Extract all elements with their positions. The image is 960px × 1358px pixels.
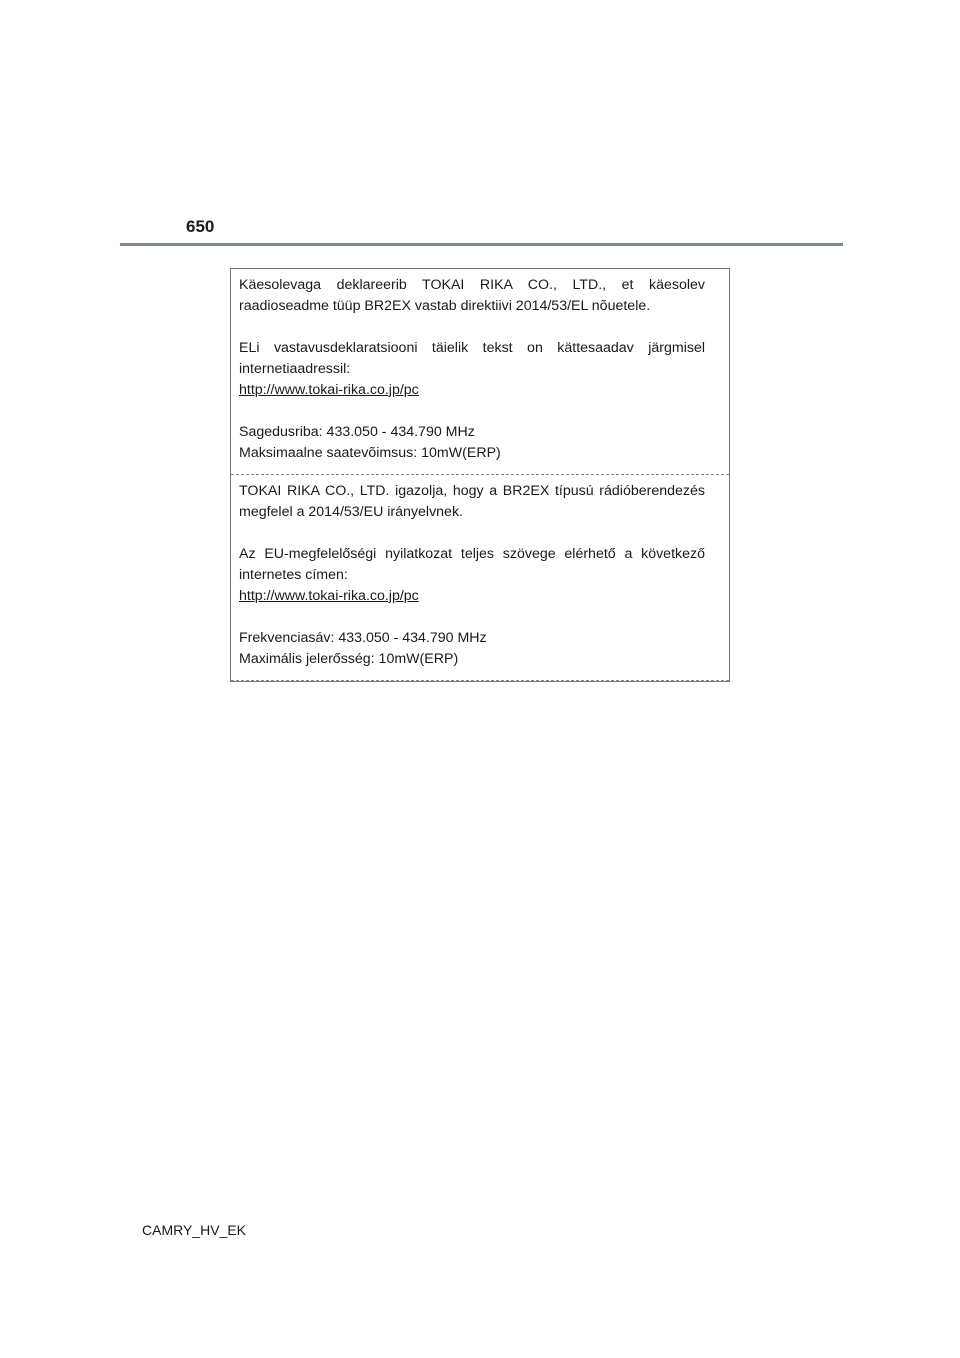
estonian-section (231, 269, 729, 474)
hungarian-availability: Az EU-megfelelőségi nyilatkozat teljes szövege elérhető a következő internetes címen: (239, 546, 705, 583)
page-number: 650 (186, 217, 215, 236)
hungarian-availability-paragraph (239, 544, 705, 607)
estonian-url-link[interactable]: http://www.tokai-rika.co.jp/pc (239, 382, 419, 398)
estonian-power: Maksimaalne saatevõimsus: 10mW(ERP) (239, 445, 501, 461)
hungarian-section (231, 474, 729, 681)
estonian-availability: ELi vastavusdeklaratsiooni täielik tekst on kättesaadav järgmisel internetiaadressil: (239, 340, 705, 377)
estonian-availability-paragraph (239, 338, 705, 401)
estonian-frequency: Sagedusriba: 433.050 - 434.790 MHz (239, 424, 475, 440)
estonian-specs (239, 422, 705, 464)
declaration-box (230, 268, 730, 682)
manual-code: CAMRY_HV_EK (142, 1222, 247, 1238)
hungarian-power: Maximális jelerősség: 10mW(ERP) (239, 651, 459, 667)
header-rule (120, 243, 843, 246)
hungarian-declaration: TOKAI RIKA CO., LTD. igazolja, hogy a BR2EX típusú rádióberendezés megfelel a 2014/53/EU irányelvnek. (239, 483, 705, 520)
hungarian-frequency: Frekvenciasáv: 433.050 - 434.790 MHz (239, 630, 487, 646)
hungarian-specs (239, 628, 705, 670)
hungarian-url-link[interactable]: http://www.tokai-rika.co.jp/pc (239, 588, 419, 604)
estonian-declaration: Käesolevaga deklareerib TOKAI RIKA CO., LTD., et käesolev raadioseadme tüüp BR2EX vastab direktiivi 2014/53/EL nõuetele. (239, 277, 705, 314)
